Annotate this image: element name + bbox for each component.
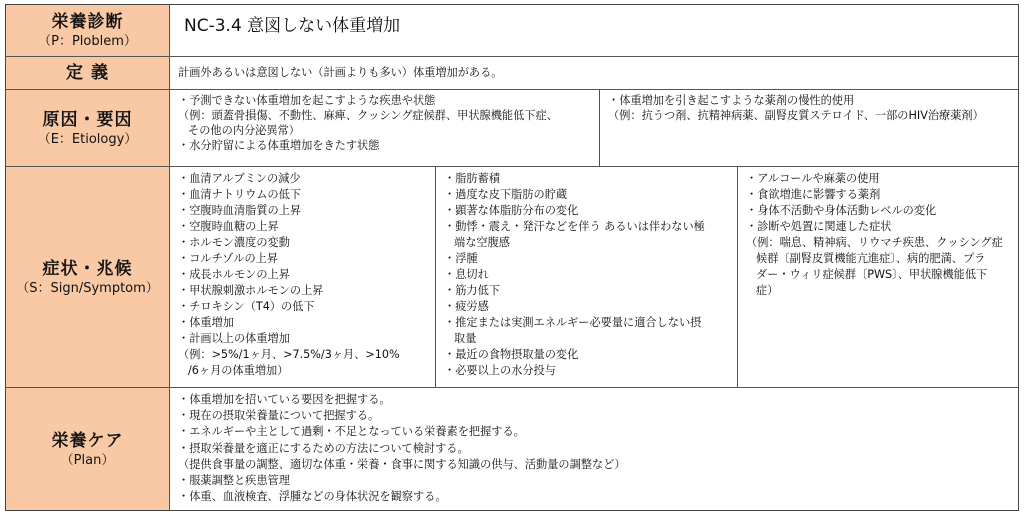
row-etiology: [6, 90, 1018, 167]
row-definition: [6, 57, 1018, 90]
symptom-col2-line: ・浮腫: [444, 252, 478, 265]
diagnosis-header-en: （P：Ploblem）: [38, 34, 137, 49]
symptom-col1-line: ・空腹時血糖の上昇: [178, 220, 279, 233]
symptom-col3-line: ・アルコールや麻薬の使用: [746, 172, 880, 185]
etiology-header-ja: 原因・要因: [42, 109, 133, 130]
etiology-col1-line: （例：頭蓋骨損傷、不動性、麻痺、クッシング症候群、甲状腺機能低下症、: [178, 109, 558, 122]
plan-item: ・現在の摂取栄養量について把握する。: [178, 409, 380, 423]
etiology-header-en: （E：Etiology）: [37, 131, 138, 147]
diagnosis-title: NC-3.4 意図しない体重増加: [184, 16, 401, 36]
etiology-header: [6, 90, 170, 166]
plan-item: ・エネルギーや主として過剰・不足となっている栄養素を把握する。: [178, 425, 525, 439]
definition-header-ja: 定 義: [66, 63, 109, 83]
symptom-col3-line: （例：喘息、精神病、リウマチ疾患、クッシング症: [746, 236, 1003, 249]
symptom-col2-line: 取量: [454, 332, 477, 345]
plan-header-en: （Plan）: [60, 452, 115, 468]
plan-item: ・摂取栄養量を適正にするための方法について検討する。: [178, 441, 469, 455]
symptom-col1-line: ・血清アルブミンの減少: [178, 172, 301, 185]
symptom-col1-line: ・成長ホルモンの上昇: [178, 268, 290, 281]
etiology-col2-line: （例：抗うつ剤、抗精神病薬、副腎皮質ステロイド、一部のHIV治療薬剤）: [608, 109, 984, 122]
symptom-col2-line: ・推定または実測エネルギー必要量に適合しない摂: [444, 316, 702, 329]
symptom-header-ja: 症状・兆候: [42, 258, 133, 279]
symptom-col2-line: ・過度な皮下脂肪の貯蔵: [444, 188, 568, 201]
row-plan: [6, 388, 1018, 510]
symptom-col3-line: ・食欲増進に影響する薬剤: [746, 188, 881, 201]
symptom-col3-line: ・診断や処置に関連した症状: [746, 220, 892, 233]
etiology-col-2: [600, 90, 1018, 166]
symptom-col2-line: 端な空腹感: [454, 236, 510, 249]
etiology-col2-line: ・体重増加を引き起こすような薬剤の慢性的使用: [608, 94, 855, 107]
symptom-col1-line: ・ホルモン濃度の変動: [178, 236, 290, 249]
symptom-col2-line: ・動悸・震え・発汗などを伴う あるいは伴わない極: [444, 220, 705, 233]
plan-item: ・体重、血液検査、浮腫などの身体状況を観察する。: [178, 490, 447, 504]
symptom-col3-line: 候群〔副腎皮質機能亢進症〕、病的肥満、プラ: [756, 252, 986, 265]
row-symptom: [6, 167, 1018, 388]
diagnosis-header: [6, 5, 170, 56]
definition-header: [6, 57, 170, 89]
symptom-header: [6, 167, 170, 387]
symptom-col1-line: ・計画以上の体重増加: [178, 332, 290, 345]
symptom-col3-line: ・身体不活動や身体活動レベルの変化: [746, 204, 937, 217]
symptom-col1-line: （例：>5%/1ヶ月、>7.5%/3ヶ月、>10%: [178, 348, 400, 361]
symptom-col1-line: ・甲状腺刺激ホルモンの上昇: [178, 284, 324, 297]
symptom-col3-line: 症）: [756, 284, 779, 297]
symptom-col2-line: ・顕著な体脂肪分布の変化: [444, 204, 579, 217]
plan-header-ja: 栄養ケア: [51, 430, 124, 451]
plan-list: [170, 388, 1018, 510]
plan-item: ・服薬調整と疾患管理: [178, 474, 290, 488]
plan-body: [170, 388, 1018, 510]
symptom-col-1: [170, 167, 436, 387]
symptom-col-3: [738, 167, 1018, 387]
symptom-col2-line: ・必要以上の水分投与: [444, 364, 556, 377]
symptom-col3-line: ダー・ウィリ症候群〔PWS〕、甲状腺機能低下: [756, 268, 988, 281]
etiology-col1-line: その他の内分泌異常）: [188, 124, 300, 137]
symptom-header-en: （S：Sign/Symptom）: [16, 280, 159, 296]
nutrition-diagnosis-table: [5, 4, 1019, 511]
plan-header: [6, 388, 170, 510]
symptom-col1-line: ・空腹時血清脂質の上昇: [178, 204, 302, 217]
definition-text: 計画外あるいは意図しない（計画よりも多い）体重増加がある。: [178, 66, 503, 79]
symptom-col1-line: /6ヶ月の体重増加）: [188, 364, 289, 377]
plan-item: ・体重増加を招いている要因を把握する。: [178, 393, 391, 406]
diagnosis-body: [170, 5, 1018, 56]
symptom-col1-line: ・コルチゾルの上昇: [178, 252, 279, 265]
symptom-col1-line: ・血清ナトリウムの低下: [178, 188, 301, 201]
diagnosis-header-ja: 栄養診断: [51, 12, 124, 32]
plan-item: （提供食事量の調整、適切な体重・栄養・食事に関する知識の供与、活動量の調整など）: [178, 457, 626, 471]
row-diagnosis: [6, 5, 1018, 57]
etiology-col1-line: ・水分貯留による体重増加をきたす状態: [178, 139, 380, 152]
definition-body: [170, 57, 1018, 89]
etiology-col-1: [170, 90, 600, 166]
etiology-col1-line: ・予測できない体重増加を起こすような疾患や状態: [178, 94, 436, 107]
etiology-body: [170, 90, 1018, 166]
symptom-body: [170, 167, 1018, 387]
symptom-col2-line: ・最近の食物摂取量の変化: [444, 348, 579, 361]
symptom-col2-line: ・脂肪蓄積: [444, 172, 500, 185]
symptom-col1-line: ・体重増加: [178, 316, 234, 329]
symptom-col2-line: ・疲労感: [444, 300, 489, 313]
symptom-col1-line: ・チロキシン（T4）の低下: [178, 300, 315, 313]
symptom-col-2: [436, 167, 738, 387]
symptom-col2-line: ・息切れ: [444, 268, 489, 281]
symptom-col2-line: ・筋力低下: [444, 284, 500, 297]
